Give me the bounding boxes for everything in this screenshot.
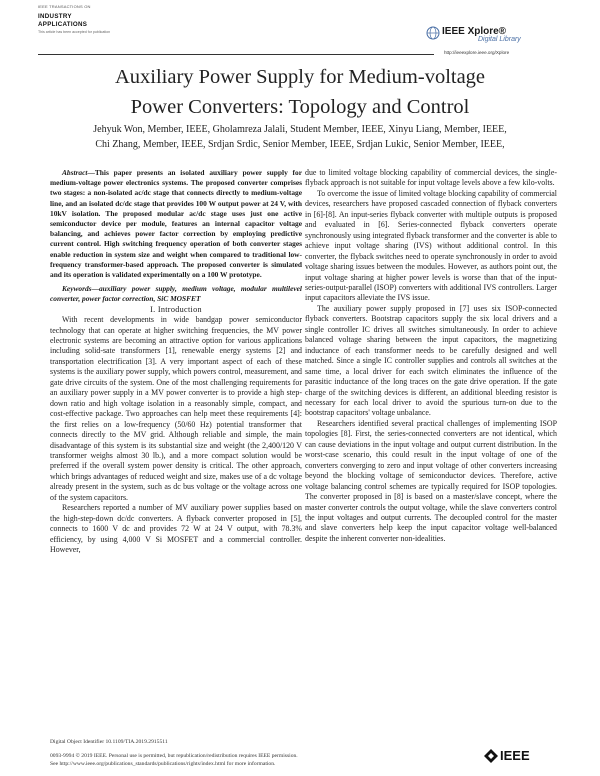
ieee-diamond-icon — [484, 749, 498, 763]
authors-line-1: Jehyuk Won, Member, IEEE, Gholamreza Jalali, Student Member, IEEE, Xinyu Liang, Member, IEEE, — [93, 124, 507, 135]
section-heading-introduction: I. Introduction — [150, 304, 202, 314]
ieee-xplore-logo[interactable] — [442, 26, 562, 52]
header-divider — [38, 54, 434, 55]
ieee-xplore-globe-icon — [426, 26, 440, 40]
ieee-footer-text: IEEE — [500, 748, 530, 763]
left-paragraph-2: Researchers reported a number of MV auxiliary power supplies based on the high-step-down dc/dc converters. A flyback converter proposed in [5], connects to 1600 V dc and provides 72 W at 24 V output, with 78.3% efficiency, by using 4,000 V Si MOSFET and a commercial controller. However, — [50, 503, 302, 555]
left-paragraph-1: With recent developments in wide bandgap power semiconductor technology that can operate at higher switching frequencies, the MV power electronic systems are becoming an attractive option for various applications including solid-sate transformers [1], renewable energy systems [2] and transportation electrification [3]. A very important aspect of each of these systems is the auxiliary power supply, which powers control, measurement, and gate drive circuits of the system. One of the most challenging requirements for an auxiliary power supply in a MV power converter is to provide a high step-down ratio and high voltage isolation in a reasonably simple, compact, and cost-effective package. Two approaches can help meet these requirements [4]: the first relies on a low-frequency (50/60 Hz) potential transformer that connects directly to the MV grid. Although reliable and simple, the main disadvantage of this system is its substantial size and weight (the 2,400/120 V transformer weighs almost 30 lb.), and a more compact solution would be preferred if the overall system power density is critical. The other approach, which brings advantages of reduced weight and size, makes use of a dc voltage already present in the system, such as dc bus voltage or the voltage across one of the system capacitors. — [50, 315, 302, 502]
page-footer — [50, 738, 470, 768]
copyright-text: 0093-9994 © 2019 IEEE. Personal use is permitted, but republication/redistribution requires IEEE permission. — [50, 753, 298, 759]
xplore-url-link[interactable]: http://ieeexplore.ieee.org/Xplore — [444, 50, 510, 55]
doi-text: Digital Object Identifier 10.1109/TIA.2019.2915511 — [50, 739, 168, 745]
abstract-label: Abstract— — [62, 168, 95, 177]
authors-line-2: Chi Zhang, Member, IEEE, Srdjan Srdic, Senior Member, IEEE, Srdjan Lukic, Senior Member, IEEE, — [95, 139, 505, 150]
logo-main-text: IEEE Xplore® — [442, 26, 507, 37]
journal-note: This article has been accepted for publication — [38, 30, 111, 34]
abstract — [50, 168, 302, 280]
right-paragraph-4: Researchers identified several practical challenges of implementing ISOP topologies [8]. First, the series-connected converters are not identical, which can cause deviations in the input voltage and output current distribution. In the worst-case scenario, this could result in the input voltage of one of the converters converging to zero and input voltage of other converters increasing beyond the blocking voltage of semiconductor devices. Therefore, active voltage balancing control schemes are typically required for ISOP topologies. The converter proposed in [8] is based on a master/slave concept, where the master converter controls the output voltage, while the slave converters control the input voltages and output currents. The decoupled control for the master and slave converters help keep the input capacitor voltage well-balanced despite the inherent converter non-idealities. — [305, 418, 557, 543]
paper-title — [20, 62, 580, 122]
ieee-footer-logo — [484, 748, 564, 768]
title-line-1: Auxiliary Power Supply for Medium-voltage — [114, 66, 486, 88]
journal-top-line: IEEE TRANSACTIONS ON — [38, 4, 91, 9]
right-paragraph-1: due to limited voltage blocking capability of commercial devices, the single-flyback approach is not suitable for input voltage levels above a few kilo-volts. — [305, 168, 557, 188]
abstract-text: This paper presents an isolated auxiliary power supply for medium-voltage power electronics systems. The proposed converter comprises two stages: a non-isolated ac/dc stage that connects directly to medium-voltage line, and an isolated dc/dc stage that provides 100 W output power at 24 V, with 10kV isolation. The proposed modular ac/dc stage uses just one active semiconductor device per module, features an internal capacitor voltage balancing, and achieves power factor correction by employing predictive current control. High switching frequency operation of both converter stages enable reduction in system size and weight when compared to traditional low-frequency transformer-based approach. The proposed converter is simulated and its operation is validated experimentally on a 100 W prototype. — [50, 168, 302, 280]
keywords: Keywords—auxiliary power supply, medium voltage, modular multilevel converter, power factor correction, SiC MOSFET — [50, 284, 302, 304]
right-paragraph-3: The auxiliary power supply proposed in [7] uses six ISOP-connected flyback converters. Bootstrap capacitors supply the six local drivers and a single controller IC drives all switches simultaneously. In order to achieve balanced voltage sharing between the input capacitors, the magnetizing inductance of each transformer needs to be carefully designed and well matched. Since a single IC controller supplies and controls all switches at the same time, a local driver for each switch eliminates the influence of the parasitic inductance of the long traces on the gate drive operation. If the gate charge of the switching devices is different, an additional bleeding resistor is necessary for each local driver to avoid the spurious turn-on due to the bootstrap capacitors' voltage unbalance. — [305, 303, 557, 418]
title-line-2: Power Converters: Topology and Control — [130, 96, 470, 118]
author-list — [40, 122, 560, 152]
rights-text: See http://www.ieee.org/publications_standards/publications/rights/index.html for more information. — [50, 761, 276, 767]
left-column — [50, 168, 302, 556]
right-paragraph-2: To overcome the issue of limited voltage blocking capability of commercial devices, researchers have proposed cascaded connection of flyback converters in [6]-[8]. An input-series flyback converter with multiple outputs is proposed and evaluated in [6]. Series-connected flyback converters operate synchronously using integrated flyback transformer and the converter is able to achieve input voltage sharing (IVS) without additional control. In this converter, the flyback switches need to operate synchronously in order to avoid voltage sharing issues between the modules. However, as authors point out, the input voltage sharing at higher power levels is worse than that of the input-series-output-parallel (ISOP) converters with additional IVS controllers. Larger input capacitors alleviate the IVS issue. — [305, 188, 557, 303]
journal-name-line2: APPLICATIONS — [38, 21, 88, 28]
right-column — [305, 168, 557, 544]
journal-name-line1: INDUSTRY — [38, 13, 72, 20]
logo-sub-text: Digital Library — [478, 36, 521, 43]
